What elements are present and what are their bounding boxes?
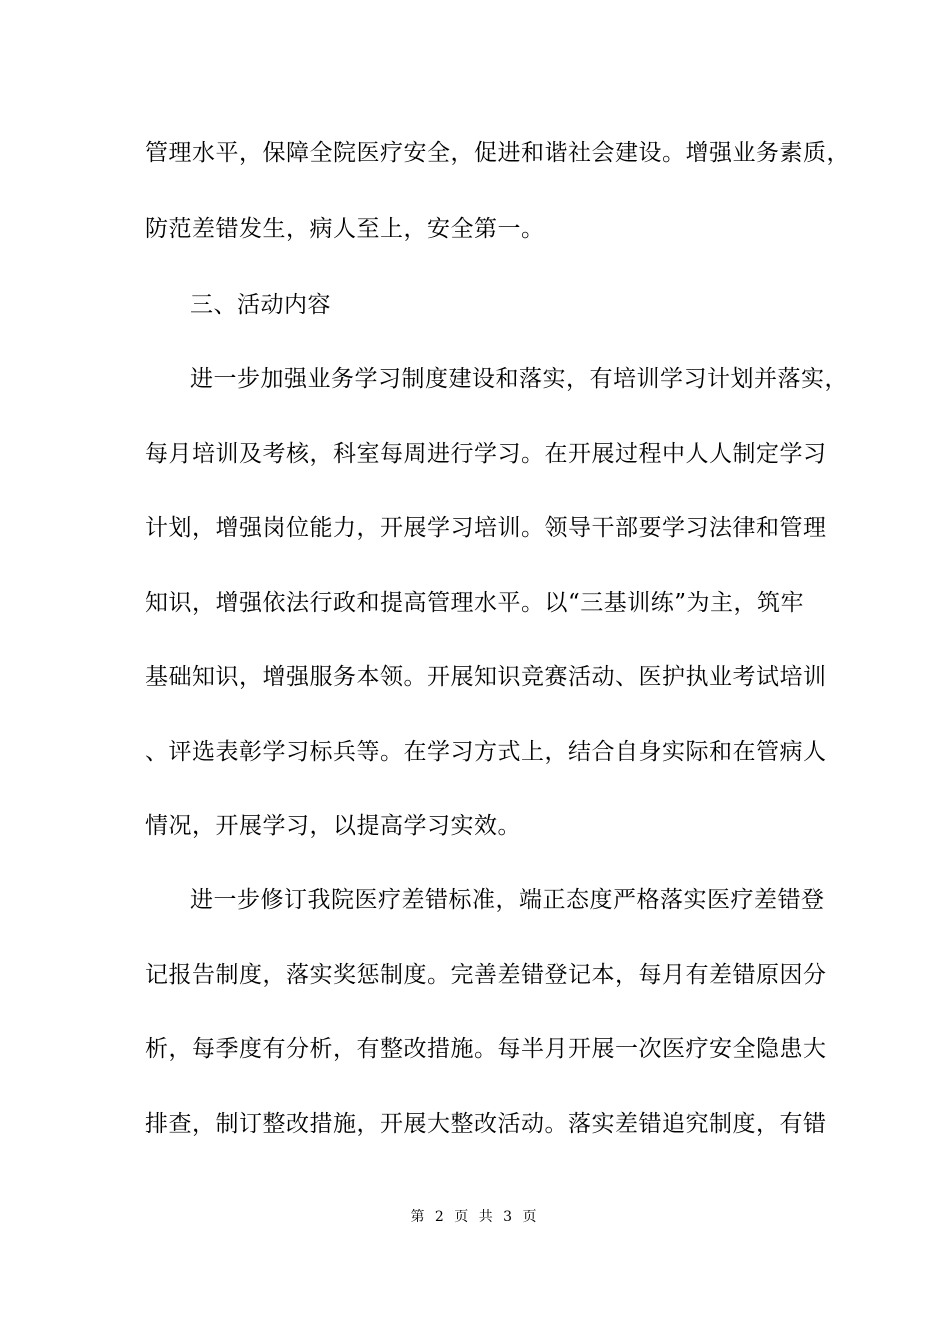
text-line: 防范差错发生，病人至上，安全第一。 — [145, 216, 545, 242]
text-line: 计划，增强岗位能力，开展学习培训。领导干部要学习法律和管理 — [145, 515, 827, 541]
text-line: 析，每季度有分析，有整改措施。每半月开展一次医疗安全隐患大 — [145, 1036, 827, 1062]
page-number-footer: 第 2 页 共 3 页 — [410, 1209, 540, 1225]
text-line: 、评选表彰学习标兵等。在学习方式上，结合自身实际和在管病人 — [145, 739, 827, 765]
text-line: 进一步修订我院医疗差错标准，端正态度严格落实医疗差错登 — [190, 887, 825, 913]
text-line: 排查，制订整改措施，开展大整改活动。落实差错追究制度，有错 — [145, 1111, 827, 1137]
text-line: 进一步加强业务学习制度建设和落实，有培训学习计划并落实， — [190, 366, 848, 392]
section-heading: 三、活动内容 — [190, 292, 331, 318]
text-line: 情况，开展学习，以提高学习实效。 — [145, 813, 521, 839]
text-line: 管理水平，保障全院医疗安全，促进和谐社会建设。增强业务素质， — [145, 140, 850, 166]
text-line: 每月培训及考核，科室每周进行学习。在开展过程中人人制定学习 — [145, 441, 827, 467]
text-line: 知识，增强依法行政和提高管理水平。以“三基训练”为主，筑牢 — [145, 590, 805, 616]
text-line: 基础知识，增强服务本领。开展知识竞赛活动、医护执业考试培训 — [145, 664, 827, 690]
text-line: 记报告制度，落实奖惩制度。完善差错登记本，每月有差错原因分 — [145, 962, 827, 988]
